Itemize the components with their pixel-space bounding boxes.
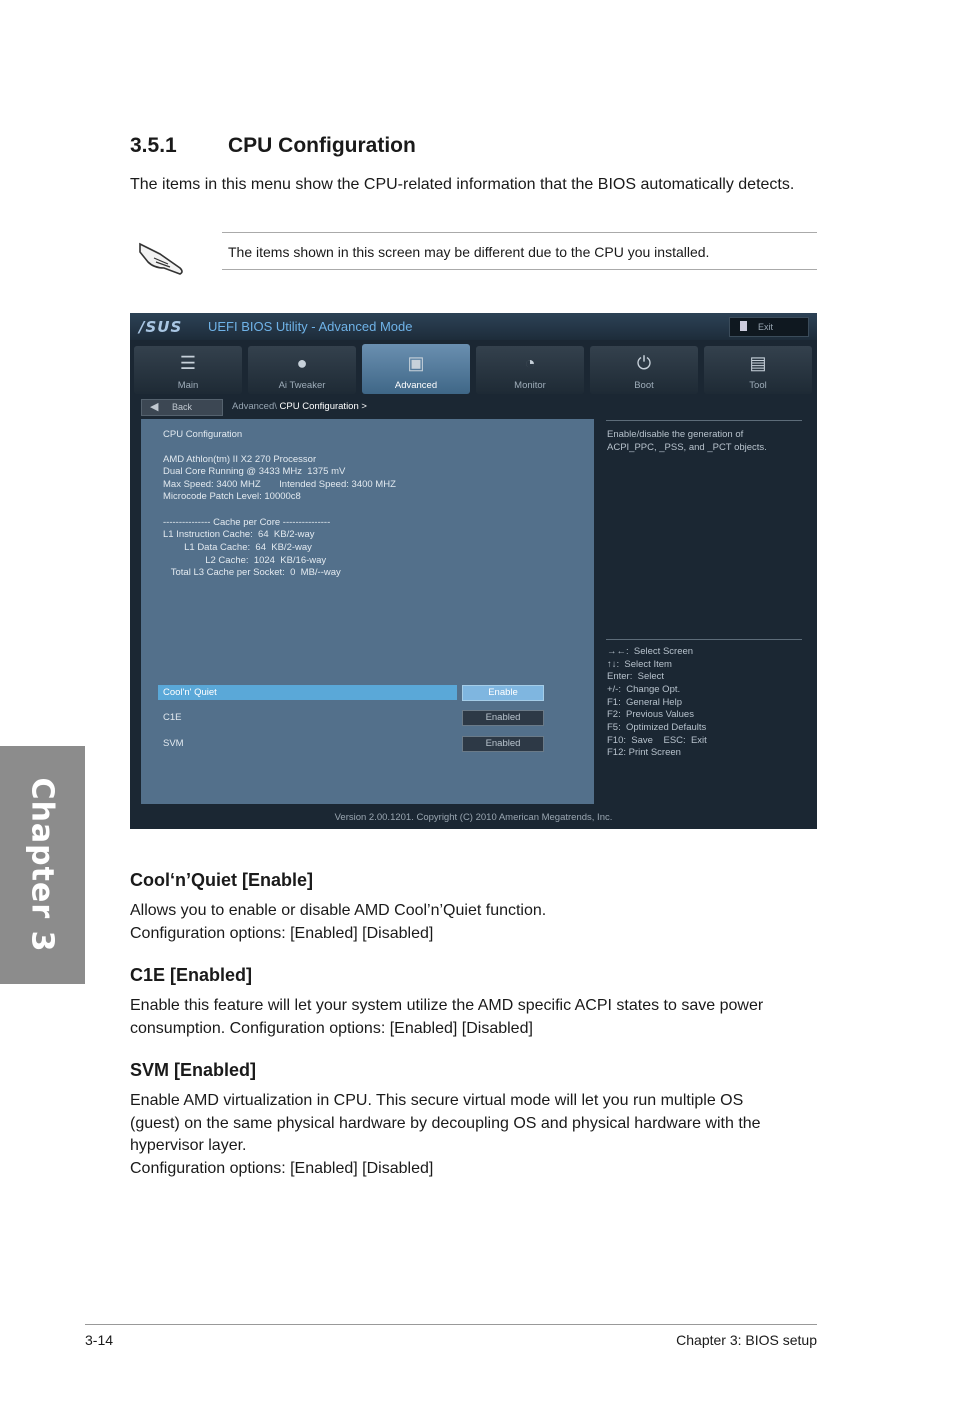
version-footer: Version 2.00.1201. Copyright (C) 2010 American Megatrends, Inc.	[334, 812, 613, 823]
note-text-box	[222, 232, 817, 270]
breadcrumb-current: CPU Configuration >	[279, 401, 367, 412]
item-description	[130, 900, 820, 945]
footer-chapter: Chapter 3: BIOS setup	[676, 1332, 817, 1348]
panel-title: CPU Configuration	[163, 429, 243, 440]
back-button[interactable]	[141, 399, 223, 416]
monitor-icon: ◔	[524, 353, 536, 373]
help-text: Enable/disable the generation of	[607, 429, 744, 440]
option-label: Cool'n' Quiet	[163, 687, 217, 698]
chapter-tab	[0, 746, 85, 984]
option-label[interactable]: SVM	[163, 738, 184, 749]
asus-logo: /SUS	[139, 318, 183, 336]
cache-line: Total L3 Cache per Socket: 0 MB/--way	[163, 567, 341, 578]
divider	[606, 420, 802, 421]
cpu-info-line: AMD Athlon(tm) II X2 270 Processor	[163, 454, 317, 465]
section-title: CPU Configuration	[228, 134, 416, 157]
key-hint: F12: Print Screen	[607, 747, 681, 758]
key-hint: F5: Optimized Defaults	[607, 722, 707, 733]
item-heading-svm: SVM [Enabled]	[130, 1060, 257, 1080]
key-hint: Enter: Select	[607, 671, 665, 682]
bios-tab-bar	[134, 346, 813, 394]
tab-label: Monitor	[514, 380, 546, 391]
bios-title: UEFI BIOS Utility - Advanced Mode	[208, 319, 413, 334]
list-icon: ☰	[179, 353, 197, 373]
bios-main-panel	[141, 419, 594, 804]
breadcrumb-path[interactable]: Advanced\	[232, 401, 277, 412]
item-line: hypervisor layer.	[130, 1137, 247, 1154]
tweaker-icon: ●	[296, 353, 308, 373]
exit-label: Exit	[758, 322, 774, 332]
key-hint: →←: Select Screen	[607, 646, 694, 657]
tab-boot[interactable]	[590, 346, 698, 394]
tab-advanced[interactable]	[362, 344, 470, 394]
tab-main[interactable]	[134, 346, 242, 394]
item-line: Enable AMD virtualization in CPU. This secure virtual mode will let you run multiple OS	[130, 1092, 744, 1109]
section-number: 3.5.1	[130, 134, 177, 157]
intro-paragraph: The items in this menu show the CPU-related information that the BIOS automatically detects.	[130, 176, 795, 193]
item-line: consumption. Configuration options: [Enabled] [Disabled]	[130, 1019, 533, 1037]
option-value-button[interactable]: Enabled	[462, 736, 544, 752]
item-description	[130, 995, 820, 1040]
back-label: Back	[172, 402, 193, 412]
item-line: Allows you to enable or disable AMD Cool’n’Quiet function.	[130, 902, 547, 919]
divider	[606, 639, 802, 640]
key-hint: F1: General Help	[607, 696, 682, 708]
exit-icon	[740, 321, 747, 331]
cache-line: --------------- Cache per Core ---------------	[163, 517, 331, 528]
cache-line: L1 Instruction Cache: 64 KB/2-way	[163, 529, 315, 540]
option-value-button[interactable]: Enabled	[462, 710, 544, 726]
item-heading-coolnquiet: Cool‘n’Quiet [Enable]	[130, 870, 313, 890]
bios-title-bar	[130, 313, 817, 340]
cpu-info-line: Microcode Patch Level: 10000c8	[163, 491, 301, 502]
chapter-tab-label: Chapter 3	[24, 777, 60, 953]
cache-line: L2 Cache: 1024 KB/16-way	[163, 555, 327, 566]
item-description	[130, 1090, 820, 1180]
option-label[interactable]: C1E	[163, 712, 182, 723]
note-box	[130, 230, 817, 272]
item-line: Configuration options: [Enabled] [Disabled]	[130, 924, 434, 942]
option-value-button[interactable]: Enable	[462, 685, 544, 701]
tab-monitor[interactable]	[476, 346, 584, 394]
back-arrow-icon: ◀	[150, 401, 159, 413]
tab-label: Ai Tweaker	[278, 380, 326, 391]
tab-label: Boot	[634, 380, 654, 391]
bios-screenshot	[130, 313, 817, 829]
cache-line: L1 Data Cache: 64 KB/2-way	[163, 542, 312, 553]
note-text: The items shown in this screen may be different due to the CPU you installed.	[228, 244, 710, 260]
tab-ai-tweaker[interactable]	[248, 346, 356, 394]
key-hint: ↑↓: Select Item	[607, 658, 672, 670]
item-line: Enable this feature will let your system utilize the AMD specific ACPI states to save power	[130, 997, 764, 1014]
cpu-info-line: Max Speed: 3400 MHZ Intended Speed: 3400 MHZ	[163, 479, 396, 490]
key-hint: F10: Save ESC: Exit	[607, 734, 707, 746]
key-hint: +/-: Change Opt.	[607, 684, 681, 695]
pointing-hand-icon	[134, 234, 190, 278]
tab-tool[interactable]	[704, 346, 812, 394]
item-line: Configuration options: [Enabled] [Disabled]	[130, 1159, 434, 1177]
footer-divider	[85, 1324, 817, 1325]
section-heading	[130, 134, 416, 158]
key-hint: F2: Previous Values	[607, 709, 694, 720]
help-panel	[602, 419, 808, 804]
tab-label: Tool	[749, 380, 767, 391]
help-text: ACPI_PPC, _PSS, and _PCT objects.	[607, 442, 767, 453]
tab-label: Main	[177, 380, 199, 391]
breadcrumb	[232, 401, 367, 412]
item-heading-c1e: C1E [Enabled]	[130, 965, 253, 985]
power-icon: ⏻	[636, 353, 652, 373]
page-number: 3-14	[85, 1332, 114, 1348]
tab-label: Advanced	[394, 380, 438, 391]
item-line: (guest) on the same physical hardware by decoupling OS and physical hardware with the	[130, 1114, 761, 1132]
cpu-info-line: Dual Core Running @ 3433 MHz 1375 mV	[163, 466, 346, 477]
exit-button[interactable]	[729, 317, 809, 337]
tool-icon: ▤	[749, 353, 767, 373]
advanced-icon: ▣	[407, 353, 425, 373]
